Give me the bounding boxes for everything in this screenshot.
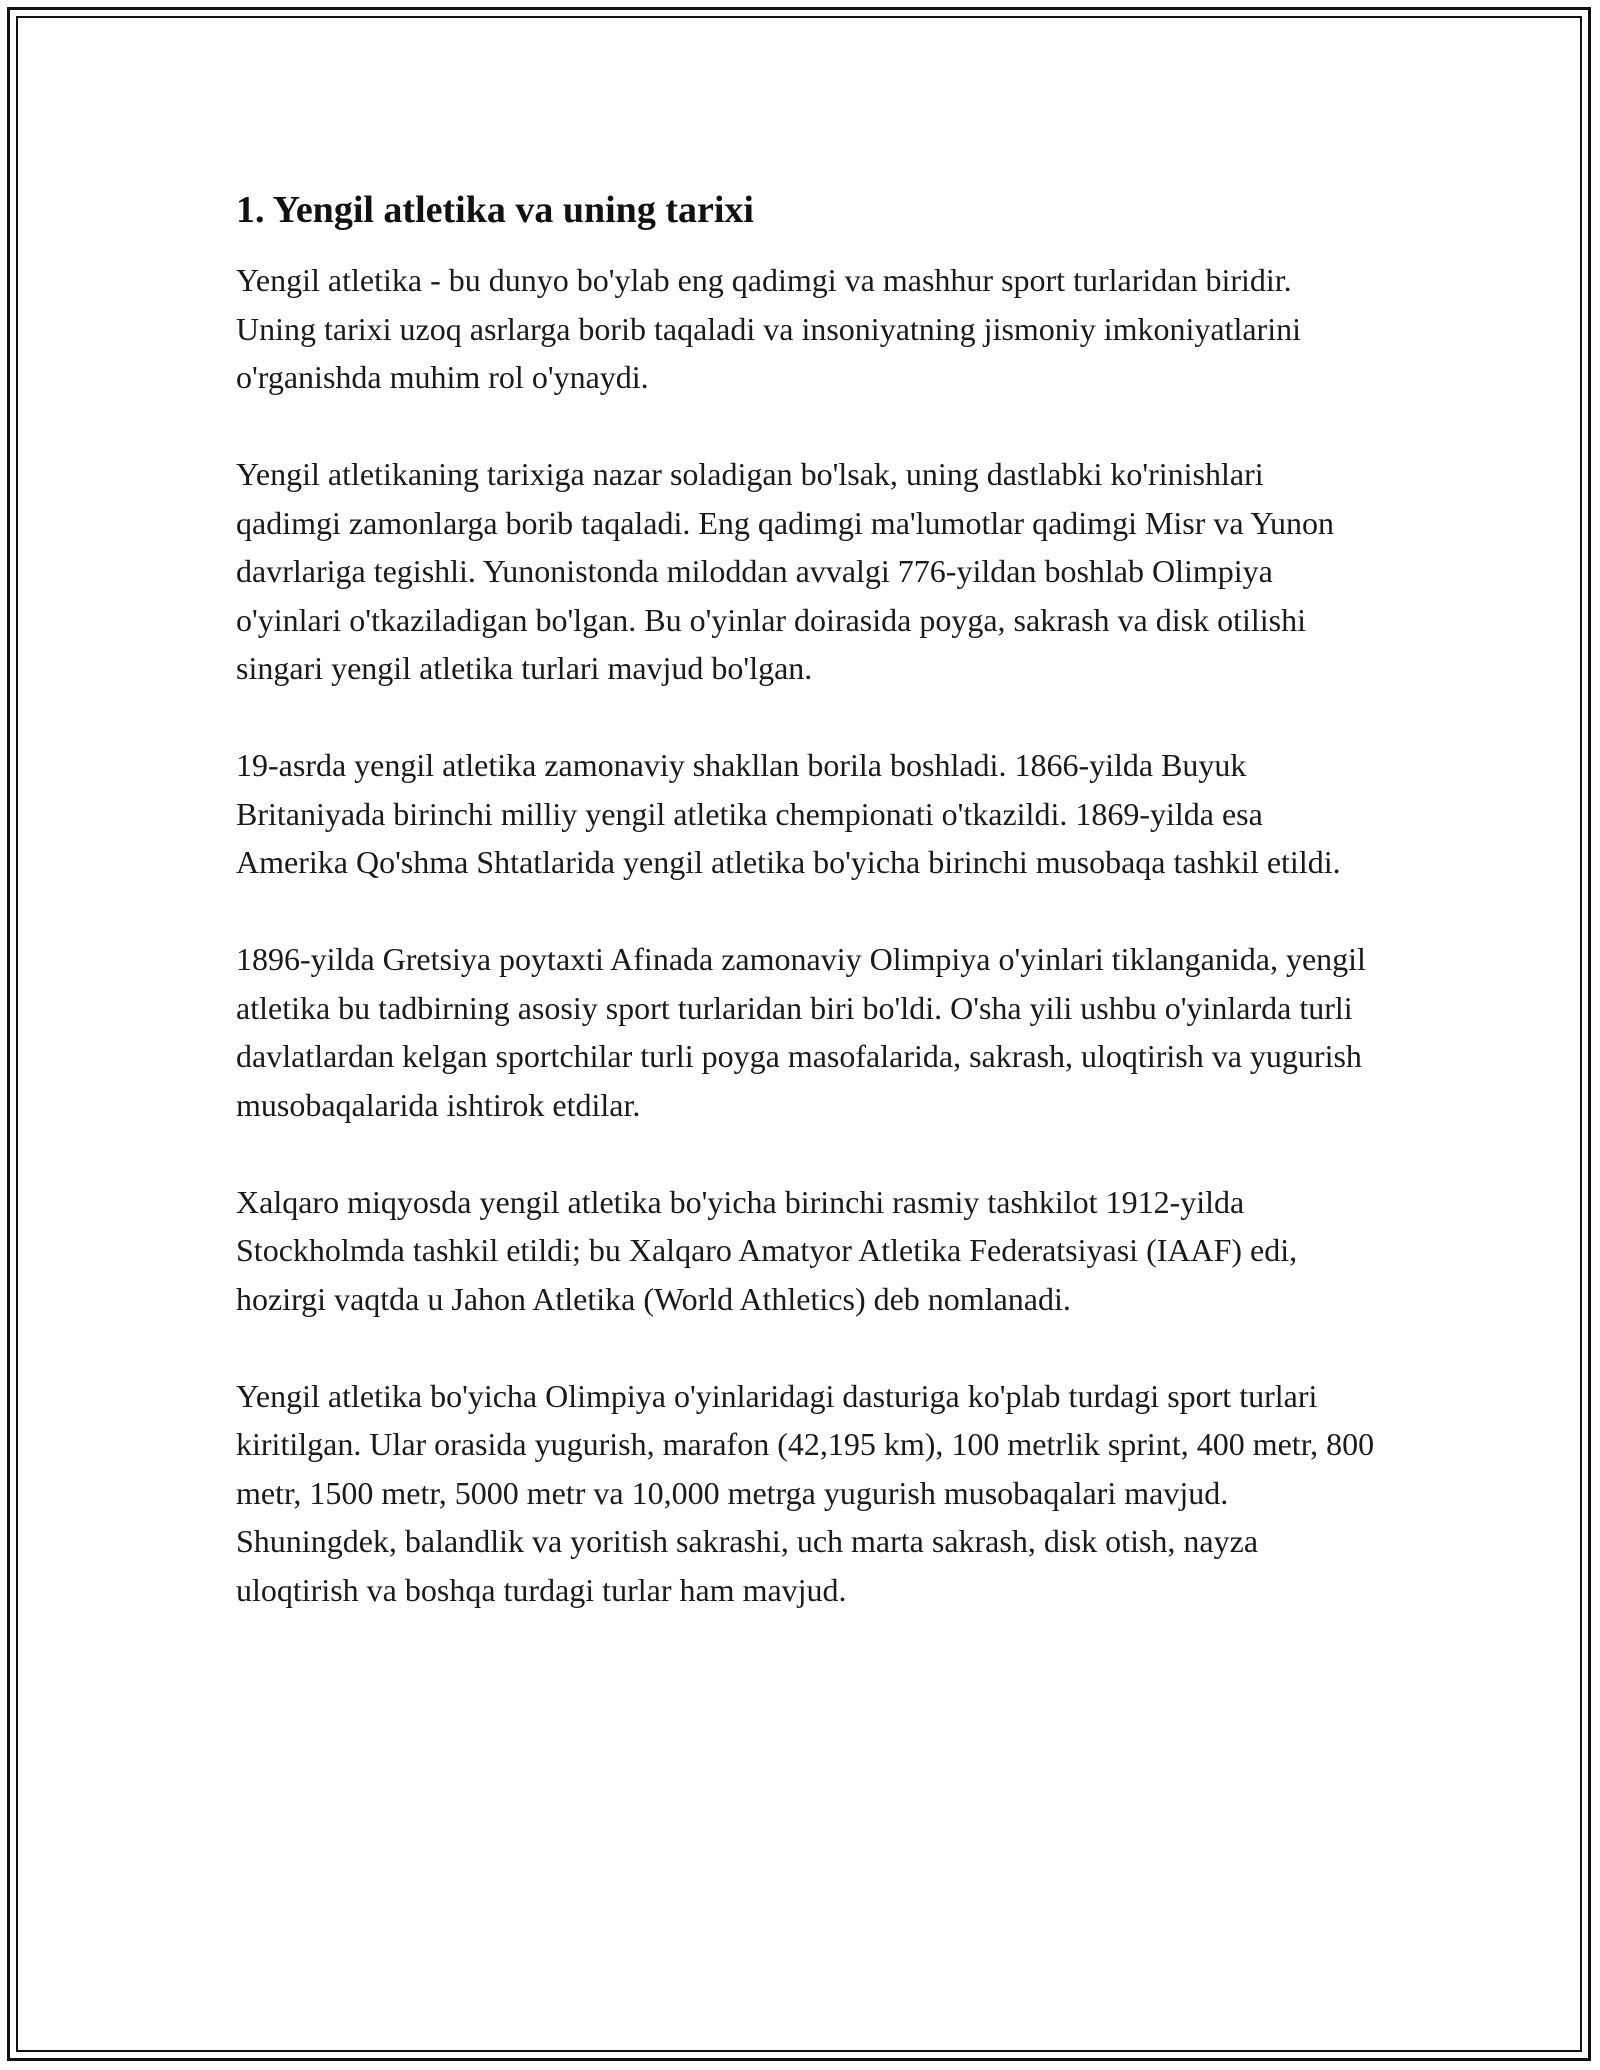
document-body xyxy=(236,186,1376,1614)
paragraph-19th-century: 19-asrda yengil atletika zamonaviy shakllan borila boshladi. 1866-yilda Buyuk Britaniyada birinchi milliy yengil atletika chempionati o'tkazildi. 1869-yilda esa Amerika Qo'shma Shtatlarida yengil atletika bo'yicha birinchi musobaqa tashkil etildi. xyxy=(236,747,1341,880)
paragraph-ancient-history: Yengil atletikaning tarixiga nazar soladigan bo'lsak, uning dastlabki ko'rinishlari qadimgi zamonlarga borib taqaladi. Eng qadimgi ma'lumotlar qadimgi Misr va Yunon davrlariga tegishli. Yunonistonda miloddan avvalgi 776-yildan boshlab Olimpiya o'yinlari o'tkaziladigan bo'lgan. Bu o'yinlar doirasida poyga, sakrash va disk otilishi singari yengil atletika turlari mavjud bo'lgan. xyxy=(236,456,1334,686)
paragraph-iaaf: Xalqaro miqyosda yengil atletika bo'yicha birinchi rasmiy tashkilot 1912-yilda Stockholmda tashkil etildi; bu Xalqaro Amatyor Atletika Federatsiyasi (IAAF) edi, hozirgi vaqtda u Jahon Atletika (World Athletics) deb nomlanadi. xyxy=(236,1183,1298,1317)
section-heading: 1. Yengil atletika va uning tarixi xyxy=(236,189,754,231)
paragraph-intro: Yengil atletika - bu dunyo bo'ylab eng qadimgi va mashhur sport turlaridan biridir. Uning tarixi uzoq asrlarga borib taqaladi va insoniyatning jismoniy imkoniyatlarini o'rganishda muhim rol o'ynaydi. xyxy=(236,262,1301,395)
paragraph-1896-olympics: 1896-yilda Gretsiya poytaxti Afinada zamonaviy Olimpiya o'yinlari tiklanganida, yengil atletika bu tadbirning asosiy sport turlaridan biri bo'ldi. O'sha yili ushbu o'yinlarda turli davlatlardan kelgan sportchilar turli poyga masofalarida, sakrash, uloqtirish va yugurish musobaqalarida ishtirok etdilar. xyxy=(236,941,1366,1123)
paragraph-olympic-events: Yengil atletika bo'yicha Olimpiya o'yinlaridagi dasturiga ko'plab turdagi sport turlari kiritilgan. Ular orasida yugurish, marafon (42,195 km), 100 metrlik sprint, 400 metr, 800 metr, 1500 metr, 5000 metr va 10,000 metrga yugurish musobaqalari mavjud. Shuningdek, balandlik va yoritish sakrashi, uch marta sakrash, disk otish, nayza uloqtirish va boshqa turdagi turlar ham mavjud. xyxy=(236,1377,1375,1608)
